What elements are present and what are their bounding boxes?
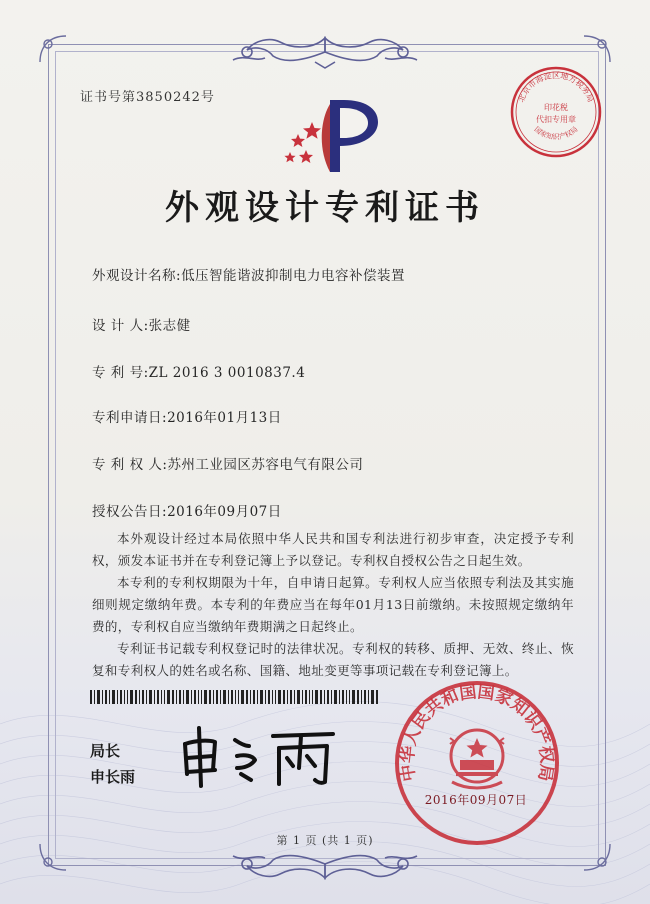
body-paragraph-2: 本专利的专利权期限为十年，自申请日起算。专利权人应当依照专利法及其实施细则规定缴纳年费。本专利的年费应当在每年01月13日前缴纳。未按照规定缴纳年费的，专利权自应当缴纳年费期满之日起终止。 [92,575,574,634]
certificate-number: 证书号第3850242号 [80,90,215,105]
corner-ornament-top-right [580,32,614,66]
cnipa-logo [282,100,382,180]
handwritten-signature [175,722,345,792]
design-name-label: 外观设计名称: [92,268,182,284]
patentee-label: 专 利 权 人: [92,457,168,473]
bottom-ornament [225,846,425,886]
grant-date-value: 2016年09月07日 [167,504,282,520]
top-ornament [225,30,425,70]
filing-date-value: 2016年01月13日 [167,410,282,426]
patentee-row [92,453,363,473]
body-paragraph-1: 本外观设计经过本局依照中华人民共和国专利法进行初步审查，决定授予专利权，颁发本证书并在专利登记簿上予以登记。专利权自授权公告之日起生效。 [92,531,574,568]
filing-date-label: 专利申请日: [92,410,168,426]
certificate-body-text [92,528,574,682]
seal-date: 2016年09月07日 [424,793,528,807]
corner-ornament-top-left [36,32,70,66]
small-seal-bottom-text: 国家知识产权局 [532,125,580,142]
designer-value: 张志健 [148,318,191,334]
patent-number-value: ZL 2016 3 0010837.4 [148,365,306,381]
body-paragraph-3: 专利证书记载专利权登记时的法律状况。专利权的转移、质押、无效、终止、恢复和专利权人的姓名或名称、国籍、地址变更等事项记载在专利登记簿上。 [92,641,574,678]
small-seal-center-line1: 印花税 [544,103,568,112]
designer-label: 设 计 人: [92,318,149,334]
grant-date-label: 授权公告日: [92,504,168,520]
cnipa-official-seal [392,678,562,848]
designer-row [92,314,191,334]
grant-date-row [92,500,282,520]
filing-date-row [92,406,282,426]
barcode [90,690,380,704]
big-seal-ring-text: 中华人民共和国国家知识产权局 [397,682,557,783]
tax-stamp-seal [508,64,604,160]
director-name: 申长雨 [90,768,136,786]
patent-number-label: 专 利 号: [92,365,149,381]
svg-text:北京市海淀区地方税务局 [516,70,596,103]
patentee-value: 苏州工业园区苏容电气有限公司 [167,457,364,473]
certificate-title: 外观设计专利证书 [165,188,485,228]
design-name-value: 低压智能谐波抑制电力电容补偿装置 [181,268,406,284]
director-title: 局长 [90,742,121,760]
small-seal-center-line2: 代扣专用章 [536,115,576,124]
small-seal-ring-text: 北京市海淀区地方税务局 [516,70,596,104]
svg-text:国家知识产权局 [533,125,580,142]
design-name-row [92,264,405,284]
patent-number-row [92,361,305,381]
page-indicator: 第 1 页 (共 1 页) [276,834,374,847]
